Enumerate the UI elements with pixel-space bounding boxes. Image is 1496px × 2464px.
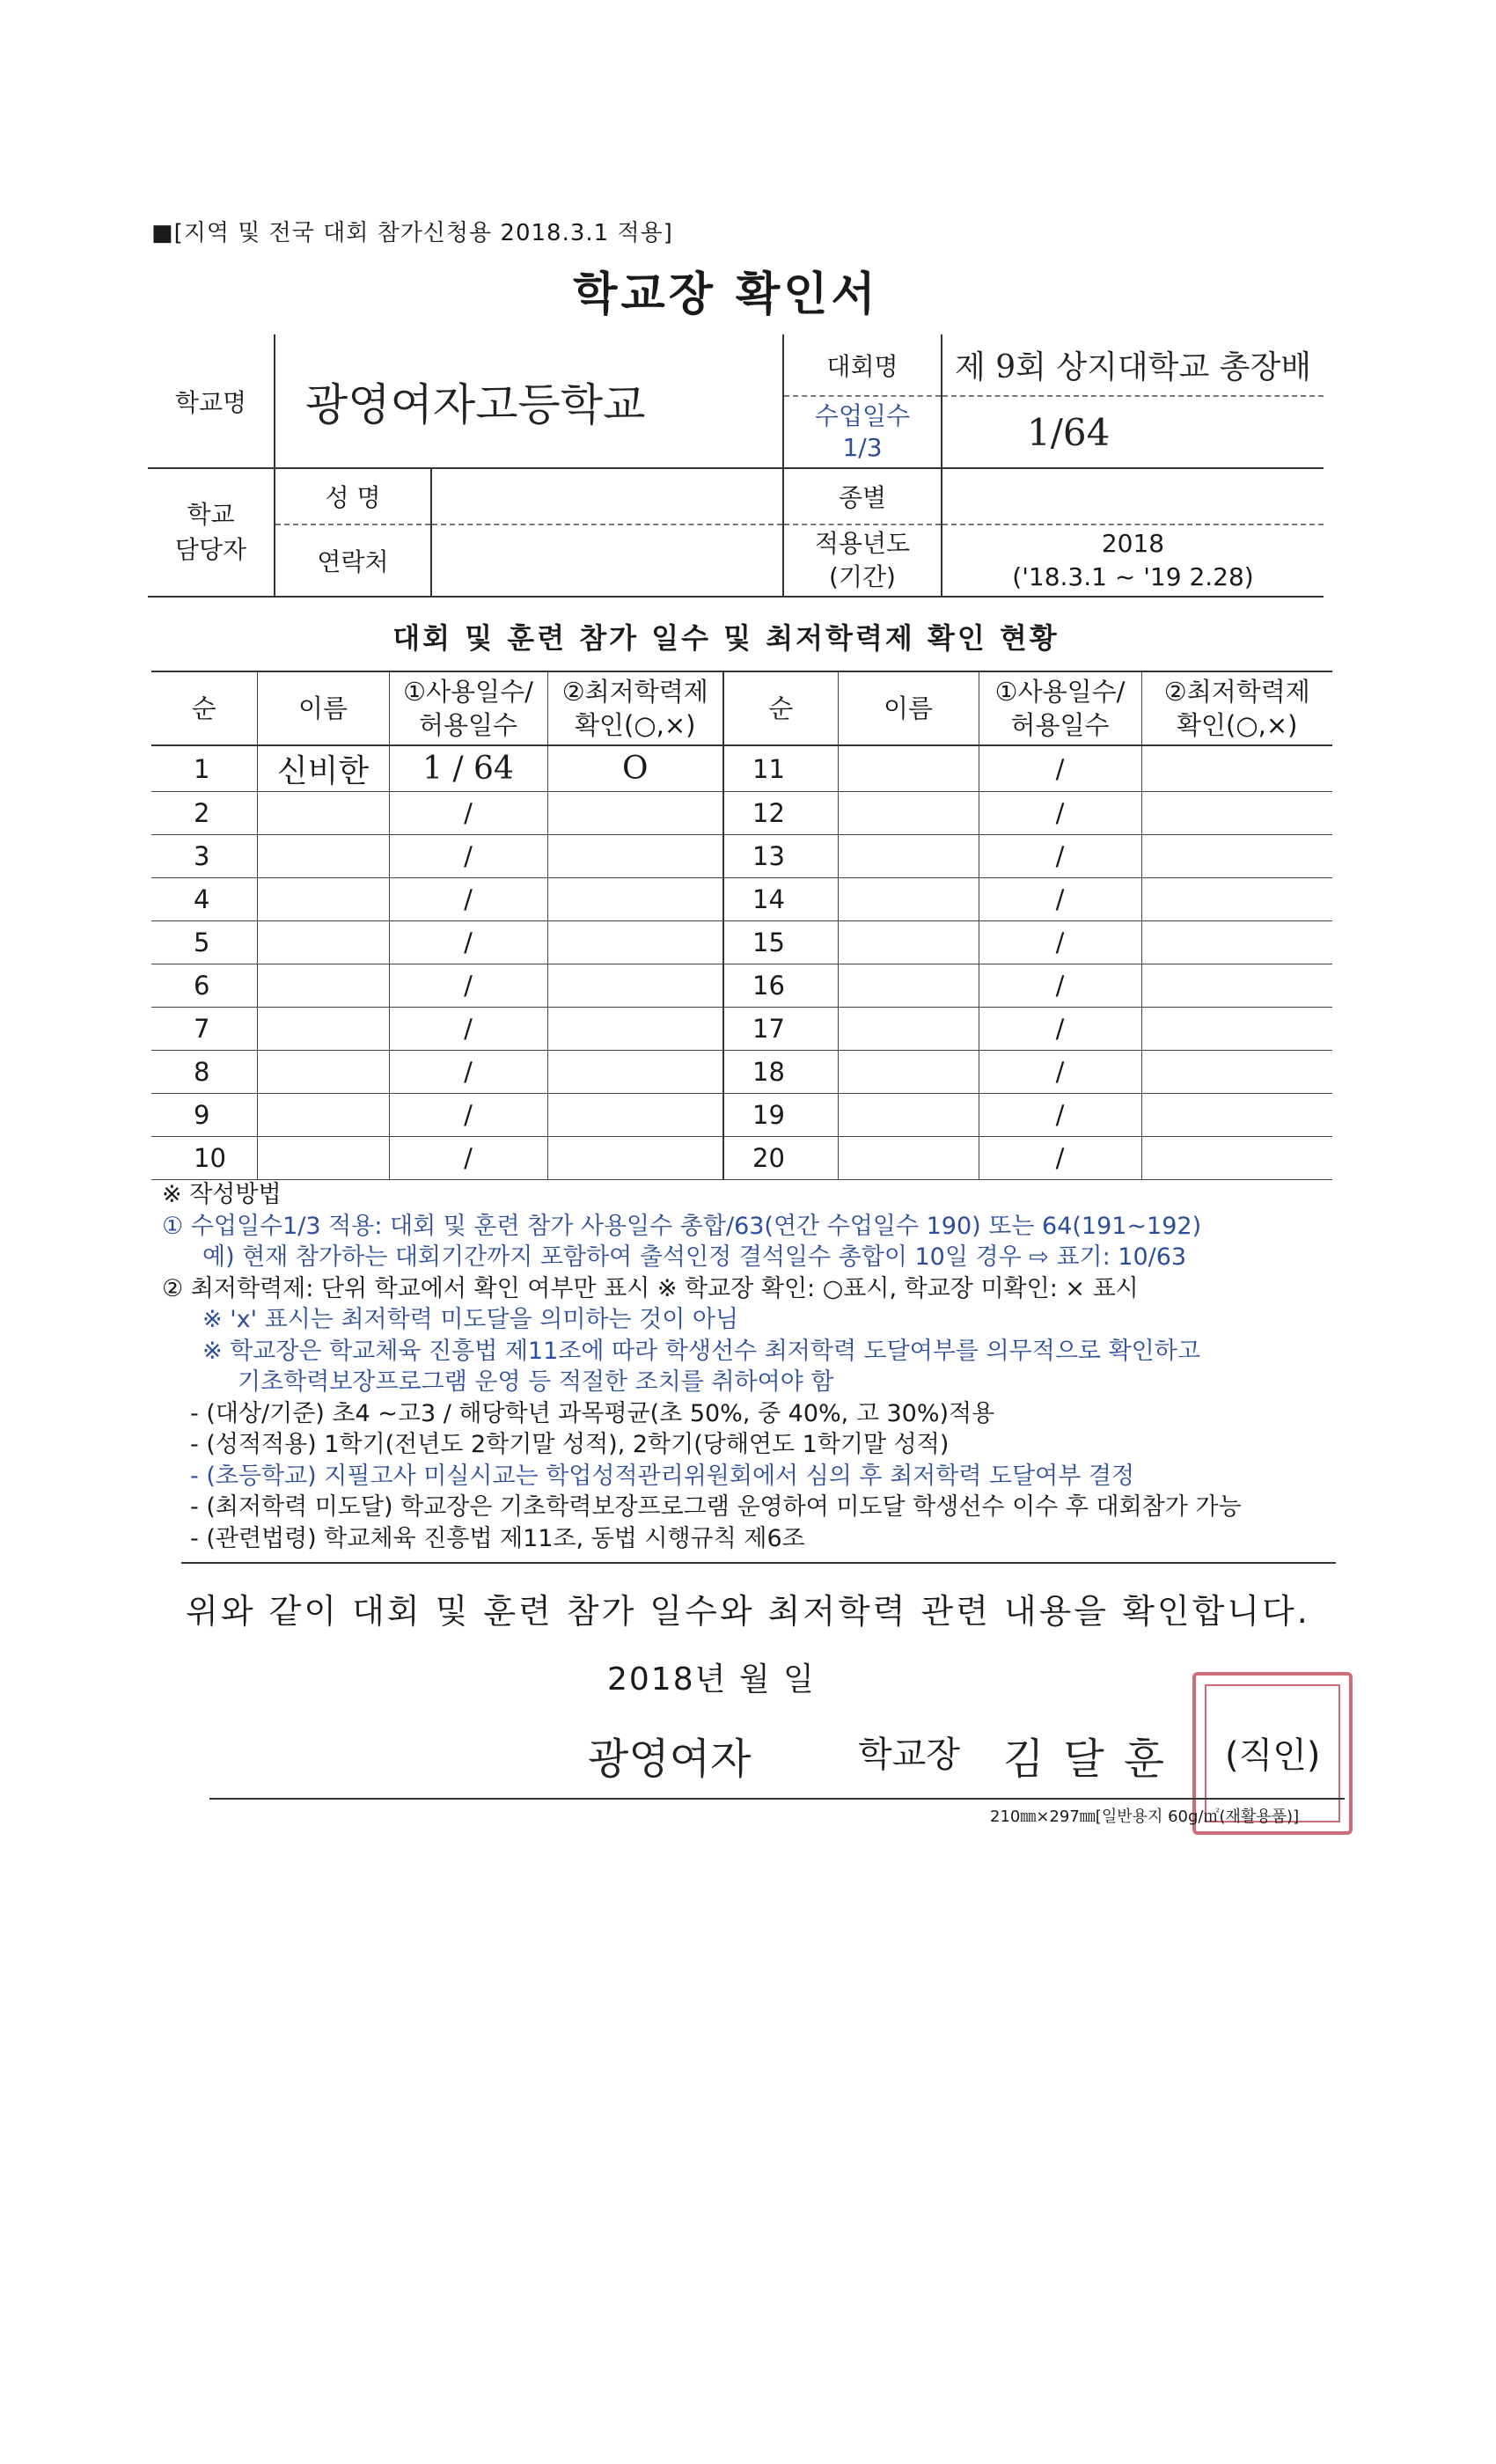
- note-min-academic: ② 최저학력제: 단위 학교에서 확인 여부만 표시 ※ 학교장 확인: ○표시, 학교장 미확인: × 표시: [162, 1274, 1139, 1302]
- header-acad: [547, 671, 723, 745]
- row-days: /: [389, 1008, 547, 1051]
- table-row: [151, 878, 1332, 921]
- row-acad: [547, 1137, 723, 1180]
- row-name-right: [838, 878, 979, 921]
- row-acad: [547, 1008, 723, 1051]
- table-row: [151, 835, 1332, 878]
- row-name: [257, 1137, 389, 1180]
- instructions: [162, 1179, 1341, 1554]
- row-name-right: [838, 835, 979, 878]
- row-no: 4: [151, 878, 257, 921]
- row-no-right: 13: [723, 835, 838, 878]
- note-class-days-1: ① 수업일수1/3 적용: 대회 및 훈련 참가 사용일수 총합/63(연간 수업일수 190) 또는 64(191~192): [162, 1212, 1202, 1240]
- header-days-line1: ①사용일수/: [403, 677, 533, 707]
- row-days: /: [389, 1094, 547, 1137]
- note-principal-duty-1: ※ 학교장은 학교체육 진흥법 제11조에 따라 학생선수 최저학력 도달여부를 의무적으로 확인하고: [202, 1337, 1200, 1365]
- principal-name: 김달훈: [1003, 1734, 1184, 1784]
- row-name: [257, 878, 389, 921]
- row-name: [257, 1051, 389, 1094]
- row-no: 8: [151, 1051, 257, 1094]
- row-days-right: /: [979, 1094, 1141, 1137]
- header-no: 순: [151, 671, 257, 745]
- row-name: [257, 1008, 389, 1051]
- participant-table-header: [151, 671, 1332, 745]
- divider: [181, 1562, 1336, 1564]
- row-acad: [547, 1094, 723, 1137]
- row-days-right: /: [979, 835, 1141, 878]
- row-no: 5: [151, 921, 257, 964]
- row-days-right: /: [979, 964, 1141, 1008]
- manager-label: [148, 468, 275, 597]
- detail-elementary: - (초등학교) 지필고사 미실시교는 학업성적관리위원회에서 심의 후 최저학력 도달여부 결정: [190, 1462, 1135, 1490]
- row-name: [257, 921, 389, 964]
- date-line: 2018년 월 일: [607, 1661, 816, 1698]
- row-acad: [547, 1051, 723, 1094]
- sport-value: [942, 468, 1324, 524]
- confirmation-statement: 위와 같이 대회 및 훈련 참가 일수와 최저학력 관련 내용을 확인합니다.: [186, 1592, 1310, 1631]
- table-row: [151, 1094, 1332, 1137]
- header-days-line2: 허용일수: [418, 710, 518, 740]
- header-name: 이름: [257, 671, 389, 745]
- row-days-right: /: [979, 745, 1141, 792]
- header-days-right-line2: 허용일수: [1010, 710, 1110, 740]
- page-title: 학교장 확인서: [573, 268, 879, 321]
- contact-value: [431, 524, 783, 597]
- class-days-label-text: 수업일수: [814, 401, 911, 430]
- period-label-text: (기간): [829, 562, 896, 591]
- row-name-right: [838, 1094, 979, 1137]
- sport-label: 종별: [783, 468, 942, 524]
- row-acad: [547, 792, 723, 835]
- row-name: [257, 964, 389, 1008]
- row-days: /: [389, 1051, 547, 1094]
- row-name-right: [838, 921, 979, 964]
- year-value: [942, 524, 1324, 597]
- table-row: [151, 792, 1332, 835]
- blank-area: [0, 2061, 1496, 2464]
- detail-not-reached: - (최저학력 미도달) 학교장은 기초학력보장프로그램 운영하여 미도달 학생선수 이수 후 대회참가 가능: [190, 1493, 1242, 1521]
- row-days: /: [389, 792, 547, 835]
- row-no-right: 14: [723, 878, 838, 921]
- row-name-right: [838, 1137, 979, 1180]
- row-name-right: [838, 1051, 979, 1094]
- row-no: 9: [151, 1094, 257, 1137]
- row-name-right: [838, 1008, 979, 1051]
- table-row: [151, 1137, 1332, 1180]
- row-name-right: [838, 745, 979, 792]
- note-principal-duty-2: 기초학력보장프로그램 운영 등 적절한 조치를 취하여야 함: [238, 1368, 834, 1396]
- row-name: [257, 792, 389, 835]
- row-acad-right: [1141, 1137, 1332, 1180]
- row-days-right: /: [979, 921, 1141, 964]
- header-acad-right-line1: ②최저학력제: [1163, 677, 1310, 707]
- row-acad-right: [1141, 1051, 1332, 1094]
- row-days: 1 / 64: [389, 745, 547, 792]
- manager-label-line1: 학교: [187, 500, 235, 529]
- period-value-text: ('18.3.1 ~ '19 2.28): [1012, 562, 1254, 591]
- year-label-text: 적용년도: [814, 529, 911, 558]
- table-row: [151, 745, 1332, 792]
- table-row: [151, 1051, 1332, 1094]
- row-no-right: 19: [723, 1094, 838, 1137]
- class-days-label: [783, 396, 942, 468]
- info-table: [148, 334, 1324, 598]
- row-acad: O: [547, 745, 723, 792]
- row-acad-right: [1141, 878, 1332, 921]
- row-name: [257, 835, 389, 878]
- row-name-right: [838, 792, 979, 835]
- row-no: 2: [151, 792, 257, 835]
- signature-school: 광영여자: [588, 1734, 752, 1784]
- row-days: /: [389, 1137, 547, 1180]
- row-acad: [547, 835, 723, 878]
- header-acad-line1: ②최저학력제: [561, 677, 708, 707]
- manager-name-label: 성 명: [275, 468, 431, 524]
- row-no: 10: [151, 1137, 257, 1180]
- row-no-right: 15: [723, 921, 838, 964]
- detail-target: - (대상/기준) 초4 ~고3 / 해당학년 과목평균(초 50%, 중 40%, 고 30%)적용: [190, 1399, 995, 1427]
- row-days-right: /: [979, 792, 1141, 835]
- header-acad-right: [1141, 671, 1332, 745]
- row-no-right: 20: [723, 1137, 838, 1180]
- year-value-text: 2018: [1101, 529, 1165, 558]
- row-days: /: [389, 921, 547, 964]
- principal-label: 학교장: [858, 1734, 960, 1775]
- row-days: /: [389, 878, 547, 921]
- event-name-value: 제 9회 상지대학교 총장배: [942, 334, 1324, 396]
- event-name-label: 대회명: [783, 334, 942, 396]
- row-days: /: [389, 835, 547, 878]
- row-days-right: /: [979, 1137, 1141, 1180]
- row-days-right: /: [979, 1008, 1141, 1051]
- row-name: [257, 1094, 389, 1137]
- row-acad-right: [1141, 964, 1332, 1008]
- table-row: [151, 921, 1332, 964]
- row-days: /: [389, 964, 547, 1008]
- contact-label: 연락처: [275, 524, 431, 597]
- row-days-right: /: [979, 878, 1141, 921]
- row-no-right: 17: [723, 1008, 838, 1051]
- class-days-ratio: 1/3: [842, 433, 883, 462]
- row-no-right: 16: [723, 964, 838, 1008]
- manager-label-line2: 담당자: [174, 535, 247, 564]
- row-no: 1: [151, 745, 257, 792]
- row-name: 신비한: [257, 745, 389, 792]
- header-days-right-line1: ①사용일수/: [994, 677, 1126, 707]
- manager-name-value: [431, 468, 783, 524]
- row-acad: [547, 921, 723, 964]
- class-days-value: 1/64: [942, 396, 1324, 468]
- header-acad-line2: 확인(○,×): [575, 710, 696, 740]
- detail-grades: - (성적적용) 1학기(전년도 2학기말 성적), 2학기(당해연도 1학기말 성적): [190, 1431, 950, 1458]
- section-title: 대회 및 훈련 참가 일수 및 최저학력제 확인 현황: [392, 621, 1060, 655]
- row-no-right: 12: [723, 792, 838, 835]
- row-acad-right: [1141, 1008, 1332, 1051]
- header-days: [389, 671, 547, 745]
- header-no-right: 순: [723, 671, 838, 745]
- note-class-days-2: 예) 현재 참가하는 대회기간까지 포함하여 출석인정 결석일수 총합이 10일 경우 ⇨ 표기: 10/63: [202, 1243, 1187, 1271]
- row-acad-right: [1141, 835, 1332, 878]
- row-acad-right: [1141, 745, 1332, 792]
- row-name-right: [838, 964, 979, 1008]
- header-acad-right-line2: 확인(○,×): [1177, 710, 1298, 740]
- instructions-heading: ※ 작성방법: [162, 1181, 282, 1208]
- row-acad-right: [1141, 921, 1332, 964]
- header-days-right: [979, 671, 1141, 745]
- school-name-value: 광영여자고등학교: [275, 334, 783, 468]
- row-acad: [547, 878, 723, 921]
- school-name-label: 학교명: [148, 334, 275, 468]
- seal-label: (직인): [1225, 1735, 1321, 1776]
- form-usage-tag: ■[지역 및 전국 대회 참가신청용 2018.3.1 적용]: [151, 220, 673, 246]
- bottom-divider: [209, 1798, 1345, 1800]
- header-name-right: 이름: [838, 671, 979, 745]
- row-no: 3: [151, 835, 257, 878]
- row-no-right: 11: [723, 745, 838, 792]
- table-row: [151, 1008, 1332, 1051]
- row-acad: [547, 964, 723, 1008]
- note-x-mark: ※ 'x' 표시는 최저학력 미도달을 의미하는 것이 아님: [202, 1306, 739, 1333]
- row-no: 6: [151, 964, 257, 1008]
- participant-table: [151, 671, 1332, 1180]
- row-no-right: 18: [723, 1051, 838, 1094]
- year-label: [783, 524, 942, 597]
- row-acad-right: [1141, 792, 1332, 835]
- row-days-right: /: [979, 1051, 1141, 1094]
- row-acad-right: [1141, 1094, 1332, 1137]
- detail-law: - (관련법령) 학교체육 진흥법 제11조, 동법 시행규칙 제6조: [190, 1524, 805, 1552]
- table-row: [151, 964, 1332, 1008]
- row-no: 7: [151, 1008, 257, 1051]
- paper-spec: 210㎜×297㎜[일반용지 60g/㎡(재활용품)]: [990, 1808, 1300, 1826]
